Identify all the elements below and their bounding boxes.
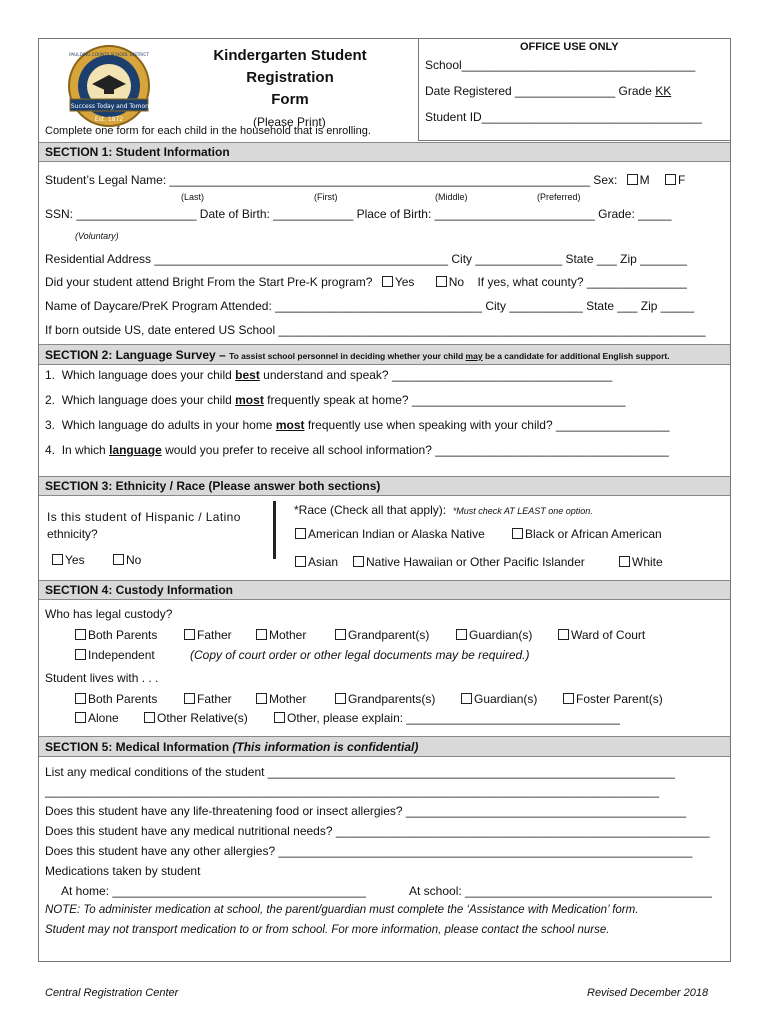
- address-line[interactable]: Residential Address ____________________________________________ City _____________ State ___ Zip _______: [45, 252, 687, 266]
- lives-guardian-label: Guardian(s): [474, 692, 538, 706]
- custody-note: (Copy of court order or other legal documents may be required.): [190, 648, 530, 662]
- hispanic-yes-checkbox[interactable]: [52, 554, 63, 565]
- name-preferred-caption: (Preferred): [537, 192, 581, 202]
- race-asian[interactable]: [295, 555, 338, 569]
- sex-m-checkbox[interactable]: [627, 174, 638, 185]
- hispanic-no-label: No: [126, 553, 142, 567]
- race-american-indian[interactable]: [295, 527, 485, 541]
- section2-note-may: may: [465, 351, 483, 361]
- race-american-indian-label: American Indian or Alaska Native: [308, 527, 485, 541]
- q3-emphasis: most: [275, 418, 305, 432]
- lives-alone-label: Alone: [88, 711, 119, 725]
- grade-value: KK: [655, 84, 672, 98]
- custody-mother-checkbox[interactable]: [256, 629, 267, 640]
- race-title: [294, 503, 593, 517]
- race-black[interactable]: [512, 527, 662, 541]
- prek-yes-checkbox[interactable]: [382, 276, 393, 287]
- lives-relative-label: Other Relative(s): [157, 711, 248, 725]
- language-q3[interactable]: [45, 418, 669, 432]
- lives-with-question: Student lives with . . .: [45, 671, 159, 685]
- custody-ward-checkbox[interactable]: [558, 629, 569, 640]
- instruction-text: Complete one form for each child in the household that is enrolling.: [45, 125, 371, 137]
- custody-both-parents[interactable]: [75, 628, 157, 642]
- custody-both-checkbox[interactable]: [75, 629, 86, 640]
- logo-banner-text: For Success Today and Tomorrow: [60, 103, 158, 110]
- custody-independent[interactable]: [75, 648, 155, 662]
- custody-independent-checkbox[interactable]: [75, 649, 86, 660]
- race-note: *Must check AT LEAST one option.: [452, 506, 593, 516]
- hispanic-question-1: Is this student of Hispanic / Latino: [47, 510, 241, 524]
- q4-emphasis: language: [109, 443, 162, 457]
- q2-text-a: Which language does your child: [61, 393, 232, 407]
- race-black-checkbox[interactable]: [512, 528, 523, 539]
- lives-relative[interactable]: [144, 711, 248, 725]
- medication-note-1: NOTE: To administer medication at school, the parent/guardian must complete the ‘Assistance with Medication’ form.: [45, 904, 639, 916]
- q3-num: 3.: [45, 418, 56, 432]
- lives-foster[interactable]: [563, 692, 663, 706]
- lives-guardian-checkbox[interactable]: [461, 693, 472, 704]
- race-asian-checkbox[interactable]: [295, 556, 306, 567]
- born-outside-line[interactable]: If born outside US, date entered US School ________________________________________________________________: [45, 323, 706, 337]
- lives-both-parents[interactable]: [75, 692, 157, 706]
- ssn-dob-line[interactable]: SSN: __________________ Date of Birth: ____________ Place of Birth: ________________________ Grade: _____: [45, 207, 672, 221]
- hispanic-no-checkbox[interactable]: [113, 554, 124, 565]
- footer-right: Revised December 2018: [587, 987, 709, 999]
- footer-left: Central Registration Center: [45, 987, 179, 999]
- lives-grandparents[interactable]: [335, 692, 435, 706]
- race-white-checkbox[interactable]: [619, 556, 630, 567]
- custody-ward-label: Ward of Court: [571, 628, 646, 642]
- custody-guardian-label: Guardian(s): [469, 628, 533, 642]
- hispanic-yes[interactable]: [52, 553, 85, 567]
- custody-grandparent-label: Grandparent(s): [348, 628, 430, 642]
- custody-father-label: Father: [197, 628, 232, 642]
- q4-text-b: would you prefer to receive all school information? ___________________________________: [165, 443, 669, 457]
- q4-num: 4.: [45, 443, 56, 457]
- section1-header: SECTION 1: Student Information: [39, 142, 730, 162]
- lives-both-checkbox[interactable]: [75, 693, 86, 704]
- language-q2[interactable]: [45, 393, 625, 407]
- race-hawaiian-label: Native Hawaiian or Other Pacific Islander: [366, 555, 585, 569]
- medications-at-home[interactable]: At home: ______________________________________: [61, 884, 366, 898]
- sex-f-label: F: [678, 173, 686, 187]
- lives-alone-checkbox[interactable]: [75, 712, 86, 723]
- custody-mother[interactable]: [256, 628, 306, 642]
- legal-name-field[interactable]: [45, 173, 685, 187]
- lives-guardian[interactable]: [461, 692, 537, 706]
- custody-question: Who has legal custody?: [45, 607, 173, 621]
- office-date-registered-field[interactable]: [425, 84, 671, 98]
- medical-conditions-line-2[interactable]: ____________________________________________________________________________________________: [45, 784, 659, 798]
- q1-text-b: understand and speak? _________________________________: [263, 368, 613, 382]
- race-black-label: Black or African American: [525, 527, 662, 541]
- lives-father[interactable]: [184, 692, 232, 706]
- district-logo: [60, 44, 158, 130]
- custody-ward[interactable]: [558, 628, 645, 642]
- section5-header: [39, 736, 730, 757]
- lives-alone[interactable]: [75, 711, 119, 725]
- daycare-line[interactable]: Name of Daycare/PreK Program Attended: _______________________________ City ___________ State ___ Zip _____: [45, 299, 695, 313]
- q1-num: 1.: [45, 368, 56, 382]
- section3-header: SECTION 3: Ethnicity / Race (Please answer both sections): [39, 476, 730, 496]
- office-use-title: OFFICE USE ONLY: [520, 41, 619, 53]
- q4-text-a: In which: [61, 443, 106, 457]
- lives-other-checkbox[interactable]: [274, 712, 285, 723]
- section5-note: (This information is confidential): [232, 740, 419, 754]
- q3-text-a: Which language do adults in your home: [61, 418, 273, 432]
- race-american-indian-checkbox[interactable]: [295, 528, 306, 539]
- form-title-2: Registration: [246, 69, 334, 86]
- nutritional-needs-line[interactable]: Does this student have any medical nutritional needs? ________________________________________________________: [45, 824, 710, 838]
- q2-text-b: frequently speak at home? ________________________________: [267, 393, 626, 407]
- office-school-field[interactable]: School___________________________________: [425, 58, 696, 72]
- race-hawaiian[interactable]: [353, 555, 585, 569]
- custody-grandparent[interactable]: [335, 628, 429, 642]
- sex-f-checkbox[interactable]: [665, 174, 676, 185]
- prek-no-label: No: [448, 275, 465, 289]
- race-hawaiian-checkbox[interactable]: [353, 556, 364, 567]
- name-first-caption: (First): [314, 192, 338, 202]
- voluntary-caption: (Voluntary): [75, 231, 119, 241]
- name-last-caption: (Last): [181, 192, 205, 202]
- custody-grandparent-checkbox[interactable]: [335, 629, 346, 640]
- food-allergies-line[interactable]: Does this student have any life-threatening food or insect allergies? __________________________________________: [45, 804, 687, 818]
- other-allergies-line[interactable]: Does this student have any other allergies? ______________________________________________________________: [45, 844, 693, 858]
- language-q4[interactable]: [45, 443, 669, 457]
- medications-label: Medications taken by student: [45, 864, 201, 878]
- lives-foster-label: Foster Parent(s): [576, 692, 663, 706]
- logo-top-text: PAULDING COUNTY SCHOOL DISTRICT: [69, 52, 149, 57]
- name-middle-caption: (Middle): [435, 192, 468, 202]
- custody-independent-label: Independent: [88, 648, 155, 662]
- custody-father-checkbox[interactable]: [184, 629, 195, 640]
- lives-mother-label: Mother: [269, 692, 307, 706]
- q1-text-a: Which language does your child: [61, 368, 232, 382]
- logo-est-text: Est. 1872: [94, 116, 124, 123]
- language-q1[interactable]: [45, 368, 612, 382]
- please-print: (Please Print): [253, 115, 326, 129]
- section4-header: SECTION 4: Custody Information: [39, 580, 730, 600]
- legal-name-label: Student’s Legal Name: _______________________________________________________________ Sex:: [45, 173, 618, 187]
- sex-m-label: M: [639, 173, 650, 187]
- lives-relative-checkbox[interactable]: [144, 712, 155, 723]
- hispanic-no[interactable]: [113, 553, 141, 567]
- section2-header: [39, 344, 730, 365]
- section5-title: SECTION 5: Medical Information: [45, 740, 230, 754]
- lives-grandparents-checkbox[interactable]: [335, 693, 346, 704]
- hispanic-question-2: ethnicity?: [47, 527, 98, 541]
- lives-other[interactable]: [274, 711, 620, 725]
- prek-county-field[interactable]: If yes, what county? _______________: [477, 275, 687, 289]
- medications-at-school[interactable]: At school: _____________________________________: [409, 884, 712, 898]
- prek-yes-label: Yes: [394, 275, 415, 289]
- q1-emphasis: best: [235, 368, 260, 382]
- race-white-label: White: [632, 555, 663, 569]
- race-title-text: *Race (Check all that apply):: [294, 503, 447, 517]
- office-student-id-field[interactable]: Student ID_________________________________: [425, 110, 702, 124]
- race-white[interactable]: [619, 555, 663, 569]
- section2-note-b: be a candidate for additional English support.: [484, 351, 670, 361]
- section2-note: [229, 351, 670, 361]
- form-title-3: Form: [271, 91, 309, 108]
- custody-guardian[interactable]: [456, 628, 532, 642]
- race-asian-label: Asian: [308, 555, 339, 569]
- custody-guardian-checkbox[interactable]: [456, 629, 467, 640]
- lives-mother-checkbox[interactable]: [256, 693, 267, 704]
- prek-no-checkbox[interactable]: [436, 276, 447, 287]
- prek-question: [45, 275, 687, 289]
- custody-mother-label: Mother: [269, 628, 307, 642]
- lives-foster-checkbox[interactable]: [563, 693, 574, 704]
- custody-father[interactable]: [184, 628, 232, 642]
- medication-note-2: Student may not transport medication to or from school. For more information, please contact the school nurse.: [45, 924, 610, 936]
- prek-question-label: Did your student attend Bright From the Start Pre-K program?: [45, 275, 373, 289]
- section2-note-a: To assist school personnel in deciding whether your child: [229, 351, 464, 361]
- form-title-1: Kindergarten Student: [213, 47, 367, 64]
- lives-other-label: Other, please explain: ________________________________: [287, 711, 620, 725]
- lives-grandparents-label: Grandparents(s): [348, 692, 436, 706]
- date-registered-label: Date Registered _______________ Grade: [425, 84, 652, 98]
- section3-divider: [273, 501, 276, 559]
- hispanic-yes-label: Yes: [65, 553, 85, 567]
- lives-father-label: Father: [197, 692, 232, 706]
- section2-title: SECTION 2: Language Survey –: [45, 348, 226, 362]
- medical-conditions-line[interactable]: List any medical conditions of the student _____________________________________________________________: [45, 765, 675, 779]
- q2-num: 2.: [45, 393, 56, 407]
- lives-both-label: Both Parents: [88, 692, 158, 706]
- lives-father-checkbox[interactable]: [184, 693, 195, 704]
- q2-emphasis: most: [235, 393, 264, 407]
- custody-both-label: Both Parents: [88, 628, 158, 642]
- lives-mother[interactable]: [256, 692, 306, 706]
- q3-text-b: frequently use when speaking with your child? _________________: [307, 418, 670, 432]
